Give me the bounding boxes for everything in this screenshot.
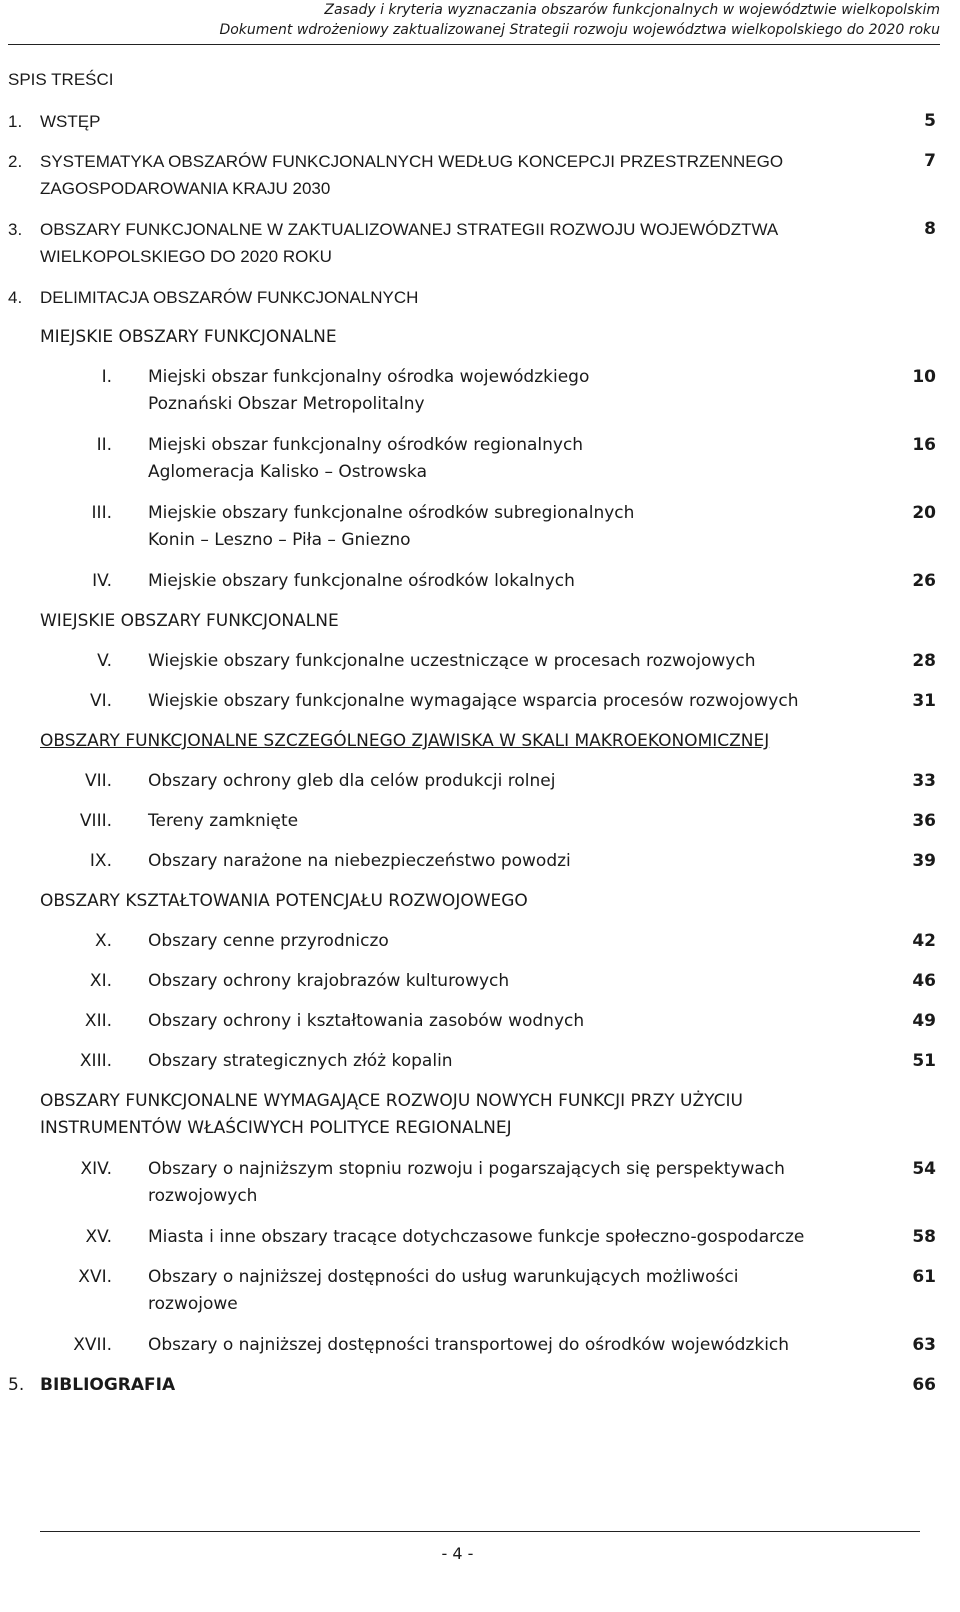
header-rule xyxy=(8,44,940,45)
toc-entry-item-cont[interactable]: rozwojowych xyxy=(148,1186,258,1206)
toc-group-heading-nowe-funkcje: OBSZARY FUNKCJONALNE WYMAGAJĄCE ROZWOJU NOWYCH FUNKCJI PRZY UŻYCIU xyxy=(40,1091,743,1111)
toc-section-number: 3. xyxy=(8,220,23,239)
toc-roman-numeral: XVI. xyxy=(78,1267,112,1287)
toc-roman-numeral: II. xyxy=(96,435,112,455)
toc-roman-numeral: VI. xyxy=(89,691,112,711)
toc-section-number: 1. xyxy=(8,112,23,131)
running-header xyxy=(219,0,940,40)
footer-rule xyxy=(40,1531,920,1532)
toc-section-number: 2. xyxy=(8,152,23,171)
toc-entry-systematyka-cont[interactable]: ZAGOSPODAROWANIA KRAJU 2030 xyxy=(40,179,331,198)
header-line-1: Zasady i kryteria wyznaczania obszarów funkcjonalnych w województwie wielkopolskim xyxy=(324,2,940,18)
toc-page-number: 39 xyxy=(912,851,936,871)
toc-page-number: 61 xyxy=(912,1267,936,1287)
toc-roman-numeral: X. xyxy=(94,931,112,951)
toc-page-number: 5 xyxy=(924,111,936,131)
toc-roman-numeral: XI. xyxy=(89,971,112,991)
toc-entry-item[interactable]: Obszary narażone na niebezpieczeństwo powodzi xyxy=(148,851,571,871)
toc-roman-numeral: XVII. xyxy=(73,1335,112,1355)
toc-page-number: 31 xyxy=(912,691,936,711)
toc-entry-wstep[interactable]: WSTĘP xyxy=(40,112,101,131)
toc-page-number: 54 xyxy=(912,1159,936,1179)
toc-roman-numeral: XIV. xyxy=(80,1159,112,1179)
toc-entry-item-cont[interactable]: rozwojowe xyxy=(148,1294,238,1314)
toc-page-number: 20 xyxy=(912,503,936,523)
toc-roman-numeral: VIII. xyxy=(79,811,112,831)
toc-page-number: 42 xyxy=(912,931,936,951)
toc-page-number: 66 xyxy=(912,1375,936,1395)
toc-page-number: 8 xyxy=(924,219,936,239)
toc-roman-numeral: XIII. xyxy=(79,1051,112,1071)
toc-roman-numeral: I. xyxy=(101,367,112,387)
toc-page-number: 7 xyxy=(924,151,936,171)
page-number-footer: - 4 - xyxy=(441,1544,474,1563)
toc-page-number: 26 xyxy=(912,571,936,591)
toc-group-heading-wiejskie: WIEJSKIE OBSZARY FUNKCJONALNE xyxy=(40,611,339,631)
toc-entry-strategia-cont[interactable]: WIELKOPOLSKIEGO DO 2020 ROKU xyxy=(40,247,332,266)
toc-entry-item[interactable]: Obszary cenne przyrodniczo xyxy=(148,931,389,951)
toc-page-number: 46 xyxy=(912,971,936,991)
toc-page-number: 16 xyxy=(912,435,936,455)
toc-group-heading-szczegolne: OBSZARY FUNKCJONALNE SZCZEGÓLNEGO ZJAWISKA W SKALI MAKROEKONOMICZNEJ xyxy=(40,731,770,751)
toc-entry-item[interactable]: Obszary ochrony krajobrazów kulturowych xyxy=(148,971,510,991)
toc-page-number: 28 xyxy=(912,651,936,671)
toc-page-number: 36 xyxy=(912,811,936,831)
header-line-2: Dokument wdrożeniowy zaktualizowanej Strategii rozwoju województwa wielkopolskiego do 2020 roku xyxy=(219,22,940,38)
toc-entry-strategia[interactable]: OBSZARY FUNKCJONALNE W ZAKTUALIZOWANEJ STRATEGII ROZWOJU WOJEWÓDZTWA xyxy=(40,220,779,239)
toc-entry-systematyka[interactable]: SYSTEMATYKA OBSZARÓW FUNKCJONALNYCH WEDŁUG KONCEPCJI PRZESTRZENNEGO xyxy=(40,152,784,171)
toc-group-heading-potencjal: OBSZARY KSZTAŁTOWANIA POTENCJAŁU ROZWOJOWEGO xyxy=(40,891,528,911)
toc-entry-item[interactable]: Miejskie obszary funkcjonalne ośrodków lokalnych xyxy=(148,571,575,591)
toc-page-number: 63 xyxy=(912,1335,936,1355)
toc-page-number: 33 xyxy=(912,771,936,791)
toc-roman-numeral: V. xyxy=(97,651,112,671)
toc-roman-numeral: XV. xyxy=(85,1227,112,1247)
toc-roman-numeral: IX. xyxy=(89,851,112,871)
toc-group-heading-miejskie: MIEJSKIE OBSZARY FUNKCJONALNE xyxy=(40,327,337,347)
toc-entry-item[interactable]: Obszary o najniższej dostępności transportowej do ośrodków wojewódzkich xyxy=(148,1335,790,1355)
toc-entry-item[interactable]: Miejski obszar funkcjonalny ośrodków regionalnych xyxy=(148,435,584,455)
toc-page-number: 10 xyxy=(912,367,936,387)
toc-entry-item[interactable]: Obszary strategicznych złóż kopalin xyxy=(148,1051,453,1071)
toc-roman-numeral: XII. xyxy=(84,1011,112,1031)
toc-entry-item-cont[interactable]: Poznański Obszar Metropolitalny xyxy=(148,394,425,414)
toc-entry-item[interactable]: Obszary ochrony i kształtowania zasobów wodnych xyxy=(148,1011,585,1031)
toc-entry-delimitacja[interactable]: DELIMITACJA OBSZARÓW FUNKCJONALNYCH xyxy=(40,288,419,307)
toc-entry-item[interactable]: Obszary o najniższym stopniu rozwoju i pogarszających się perspektywach xyxy=(148,1159,785,1179)
toc-roman-numeral: VII. xyxy=(84,771,112,791)
toc-entry-item[interactable]: Miejski obszar funkcjonalny ośrodka wojewódzkiego xyxy=(148,367,590,387)
toc-entry-item[interactable]: Wiejskie obszary funkcjonalne uczestniczące w procesach rozwojowych xyxy=(148,651,756,671)
toc-roman-numeral: III. xyxy=(91,503,112,523)
toc-entry-item[interactable]: Obszary o najniższej dostępności do usług warunkujących możliwości xyxy=(148,1267,739,1287)
toc-roman-numeral: IV. xyxy=(92,571,112,591)
toc-title: SPIS TREŚCI xyxy=(8,70,114,89)
toc-entry-item[interactable]: Wiejskie obszary funkcjonalne wymagające wsparcia procesów rozwojowych xyxy=(148,691,799,711)
toc-section-number: 5. xyxy=(8,1375,25,1395)
toc-entry-item[interactable]: Obszary ochrony gleb dla celów produkcji rolnej xyxy=(148,771,556,791)
toc-entry-bibliografia[interactable]: BIBLIOGRAFIA xyxy=(40,1375,176,1395)
toc-entry-item[interactable]: Miasta i inne obszary tracące dotychczasowe funkcje społeczno-gospodarcze xyxy=(148,1227,805,1247)
toc-entry-item[interactable]: Tereny zamknięte xyxy=(148,811,299,831)
toc-page-number: 58 xyxy=(912,1227,936,1247)
toc-page-number: 51 xyxy=(912,1051,936,1071)
toc-section-number: 4. xyxy=(8,288,23,307)
toc-entry-item-cont[interactable]: Aglomeracja Kalisko – Ostrowska xyxy=(148,462,428,482)
toc-group-heading-nowe-funkcje-cont: INSTRUMENTÓW WŁAŚCIWYCH POLITYCE REGIONALNEJ xyxy=(40,1118,512,1138)
toc-entry-item-cont[interactable]: Konin – Leszno – Piła – Gniezno xyxy=(148,530,411,550)
toc-page-number: 49 xyxy=(912,1011,936,1031)
toc-entry-item[interactable]: Miejskie obszary funkcjonalne ośrodków subregionalnych xyxy=(148,503,635,523)
